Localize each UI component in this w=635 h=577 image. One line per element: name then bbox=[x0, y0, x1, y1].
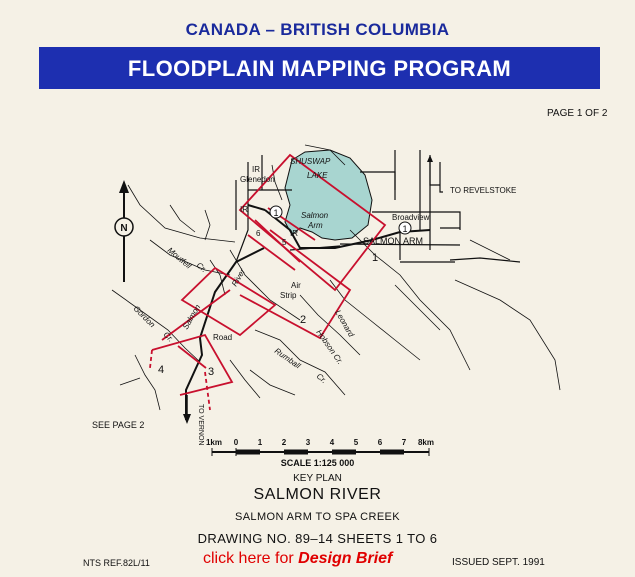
label-salmon-arm-bay: Arm bbox=[308, 221, 323, 230]
scale-tick: 7 bbox=[401, 438, 407, 447]
issued-date: ISSUED SEPT. 1991 bbox=[452, 557, 545, 568]
sheet-number: 2 bbox=[300, 314, 307, 326]
river-name: SALMON RIVER bbox=[253, 486, 382, 503]
label-river: River bbox=[229, 267, 248, 288]
sheet-number: 4 bbox=[158, 364, 165, 376]
scale-tick: 4 bbox=[329, 438, 335, 447]
label-gordon-cr: Cr. bbox=[161, 330, 176, 344]
scale-tick: 0 bbox=[233, 438, 239, 447]
label-revelstoke: TO REVELSTOKE bbox=[450, 186, 517, 195]
label-rumball: Rumball bbox=[272, 346, 303, 371]
label-moutfell: Moutfell bbox=[165, 245, 193, 271]
svg-text:1: 1 bbox=[273, 208, 279, 218]
label-salmon-river: Salmon bbox=[180, 303, 203, 331]
sheet-number: 5 bbox=[282, 238, 287, 247]
program-title: FLOODPLAIN MAPPING PROGRAM bbox=[127, 56, 512, 81]
north-arrow-icon bbox=[115, 180, 133, 282]
scale-tick: 1 bbox=[257, 438, 263, 447]
label-broadview: Broadview bbox=[392, 213, 430, 222]
label-strip: Strip bbox=[280, 291, 297, 300]
sheet-number: 1 bbox=[372, 252, 379, 264]
svg-text:N: N bbox=[120, 223, 128, 234]
label-salmon-arm-town: SALMON ARM bbox=[363, 236, 424, 246]
scale-label: SCALE 1:125 000 bbox=[280, 458, 355, 468]
label-salmon-arm-bay: Salmon bbox=[301, 211, 329, 220]
scale-tick: 1km bbox=[205, 438, 223, 447]
vernon-arrow-icon bbox=[183, 395, 191, 424]
scale-tick: 2 bbox=[281, 438, 287, 447]
label-see-page-2: SEE PAGE 2 bbox=[92, 420, 145, 430]
scale-bar bbox=[206, 438, 434, 456]
design-brief-link-prefix[interactable]: click here for bbox=[203, 550, 299, 567]
label-lake: LAKE bbox=[307, 171, 328, 180]
label-glenedon: Glenedon bbox=[240, 175, 275, 184]
reach-name: SALMON ARM TO SPA CREEK bbox=[234, 511, 401, 523]
design-brief-link[interactable] bbox=[203, 550, 392, 568]
label-rumball-cr: Cr. bbox=[314, 371, 329, 386]
label-shuswap: SHUSWAP bbox=[290, 157, 331, 166]
svg-text:1: 1 bbox=[402, 224, 408, 234]
highway-shield-icon bbox=[399, 222, 411, 234]
label-ir: IR bbox=[290, 229, 298, 238]
label-leonard: Leonard bbox=[333, 308, 356, 339]
nts-reference: NTS REF.82L/11 bbox=[83, 558, 150, 568]
sheet-number: 6 bbox=[256, 229, 261, 238]
drawing-number: DRAWING NO. 89–14 SHEETS 1 TO 6 bbox=[197, 531, 438, 546]
sheet-number: 3 bbox=[208, 366, 215, 378]
label-ir: IR bbox=[240, 205, 248, 214]
key-plan-label: KEY PLAN bbox=[293, 473, 342, 484]
scale-tick: 3 bbox=[305, 438, 311, 447]
scale-tick: 5 bbox=[353, 438, 359, 447]
country-heading: CANADA – BRITISH COLUMBIA bbox=[185, 20, 450, 39]
label-road: Road bbox=[213, 333, 233, 342]
scale-tick: 8km bbox=[417, 438, 435, 447]
label-gordon: Gordon bbox=[131, 304, 157, 330]
highway-shield-icon bbox=[270, 206, 282, 218]
scale-tick: 6 bbox=[377, 438, 383, 447]
label-hobson: Hobson Cr. bbox=[314, 327, 345, 367]
label-air: Air bbox=[291, 281, 301, 290]
label-ir: IR bbox=[252, 165, 260, 174]
revelstoke-arrow-icon bbox=[427, 155, 440, 185]
label-moutfell-cr: Cr. bbox=[194, 260, 209, 275]
design-brief-link-text[interactable]: Design Brief bbox=[298, 550, 393, 567]
page-indicator: PAGE 1 OF 2 bbox=[547, 108, 608, 119]
label-to-vernon: TO VERNON bbox=[197, 404, 204, 446]
